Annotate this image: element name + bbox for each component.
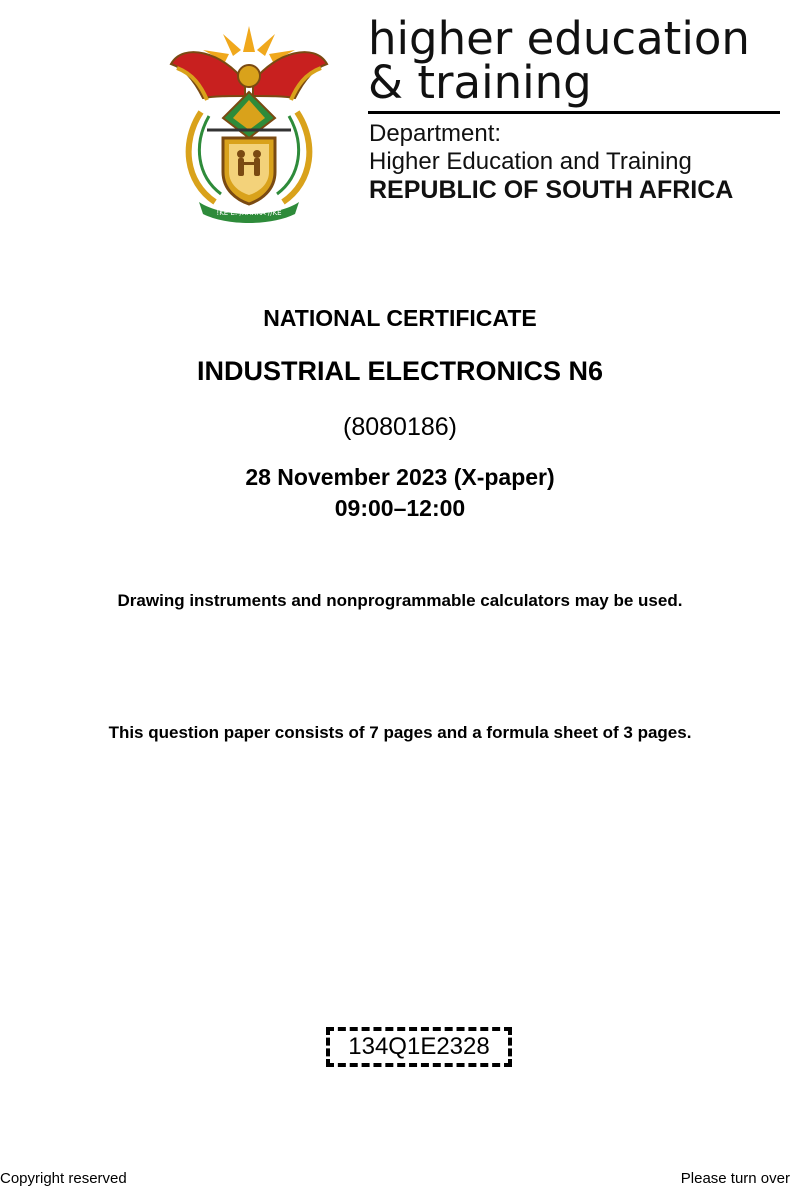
left-wing-icon [171, 52, 245, 98]
paper-code-box: 134Q1E2328 [326, 1027, 512, 1067]
footer-turn-over: Please turn over [680, 1170, 790, 1187]
country-name: REPUBLIC OF SOUTH AFRICA [369, 176, 734, 204]
sun-rays-icon [203, 26, 295, 62]
coat-of-arms-logo [163, 12, 335, 224]
right-wing-icon [253, 52, 327, 98]
subject-code: (8080186) [343, 413, 457, 441]
page-count-note: This question paper consists of 7 pages and a formula sheet of 3 pages. [108, 723, 692, 742]
brand-line-training: & training [368, 56, 592, 109]
certificate-title: NATIONAL CERTIFICATE [263, 305, 537, 331]
exam-date: 28 November 2023 (X-paper) [245, 464, 555, 490]
subject-title: INDUSTRIAL ELECTRONICS N6 [196, 356, 604, 386]
exam-time: 09:00–12:00 [334, 495, 466, 521]
brand-divider [368, 111, 780, 114]
footer-copyright: Copyright reserved [0, 1170, 127, 1187]
brand-line-higher-education: higher education [368, 12, 750, 65]
crest-motto: !KE E: /XARRA //KE [216, 209, 282, 217]
allowed-instruments-note: Drawing instruments and nonprogrammable calculators may be used. [117, 591, 683, 610]
department-label: Department: [369, 120, 502, 147]
department-name: Higher Education and Training [369, 148, 692, 175]
